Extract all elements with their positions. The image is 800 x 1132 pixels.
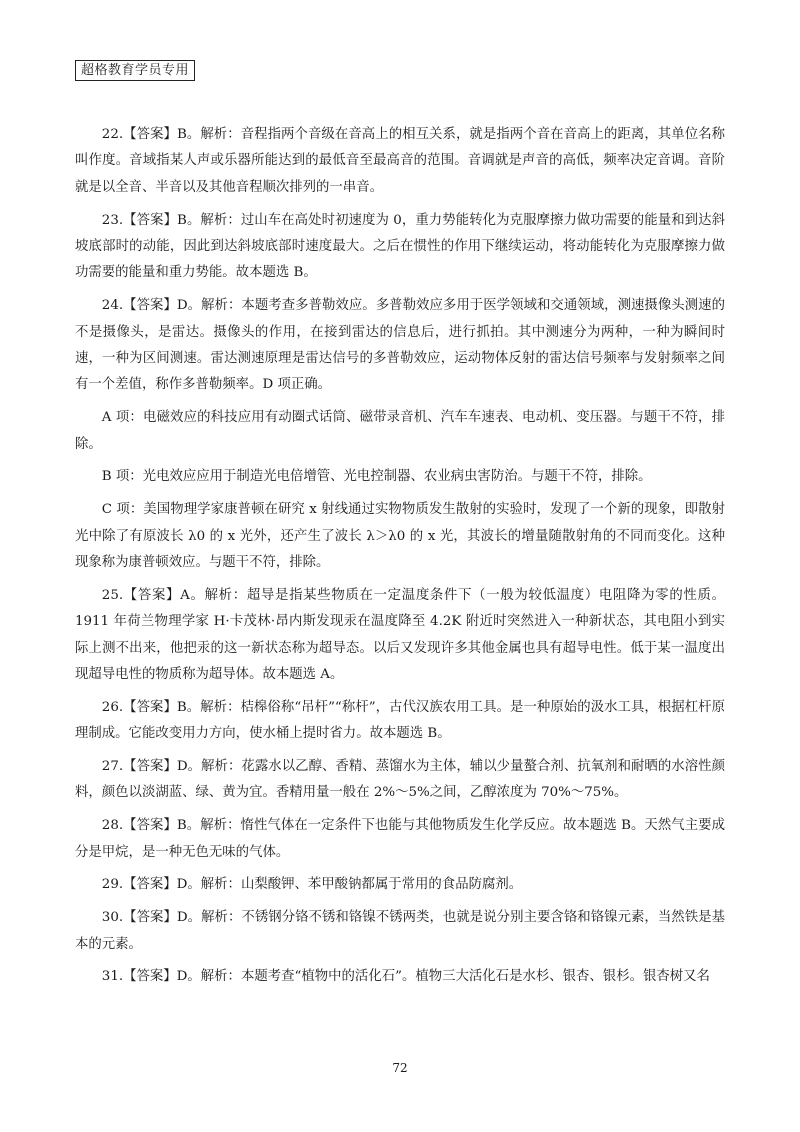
answer-27: 27.【答案】D。解析：花露水以乙醇、香精、蒸馏水为主体，辅以少量螯合剂、抗氧剂和耐晒的水溶性颜料，颜色以淡湖蓝、绿、黄为宜。香精用量一般在 2%～5%之间，乙醇浓度为 70%～75%。 [75, 759, 725, 801]
answer-24: 24.【答案】D。解析：本题考查多普勒效应。多普勒效应多用于医学领域和交通领域，测速摄像头测速的不是摄像头，是雷达。摄像头的作用，在接到雷达的信息后，进行抓拍。其中测速分为两种，一种为瞬间时速，一种为区间测速。雷达测速原理是雷达信号的多普勒效应，运动物体反射的雷达信号频率与发射频率之间有一个差值，称作多普勒频率。D 项正确。 [75, 298, 725, 393]
page-number: 72 [392, 1061, 408, 1075]
answer-28: 28.【答案】B。解析：惰性气体在一定条件下也能与其他物质发生化学反应。故本题选 B。天然气主要成分是甲烷，是一种无色无味的气体。 [75, 818, 725, 860]
answer-24-option-c: C 项：美国物理学家康普顿在研究 x 射线通过实物物质发生散射的实验时，发现了一个新的现象，即散射光中除了有原波长 λ0 的 x 光外，还产生了波长 λ＞λ0 的 x 光，其波长的增量随散射角的不同而变化。这种现象称为康普顿效应。与题干不符，排除。 [75, 502, 725, 571]
answer-29: 29.【答案】D。解析：山梨酸钾、苯甲酸钠都属于常用的食品防腐剂。 [101, 877, 523, 893]
answer-26: 26.【答案】B。解析：桔槔俗称“吊杆”“称杆”，古代汉族农用工具。是一种原始的汲水工具，根据杠杆原理制成。它能改变用力方向，使水桶上提时省力。故本题选 B。 [75, 699, 725, 742]
answer-30: 30.【答案】D。解析：不锈钢分铬不锈和铬镍不锈两类，也就是说分别主要含铬和铬镍元素，当然铁是基本的元素。 [75, 910, 725, 952]
answer-23: 23.【答案】B。解析：过山车在高处时初速度为 0，重力势能转化为克服摩擦力做功需要的能量和到达斜坡底部时的动能，因此到达斜坡底部时速度最大。之后在惯性的作用下继续运动，将动能转化为克服摩擦力做功需要的能量和重力势能。故本题选 B。 [75, 212, 725, 281]
answer-24-option-b: B 项：光电效应应用于制造光电倍增管、光电控制器、农业病虫害防治。与题干不符，排除。 [101, 469, 652, 485]
answer-31: 31.【答案】D。解析：本题考查“植物中的活化石”。植物三大活化石是水杉、银杏、银杉。银杏树又名 [101, 969, 710, 985]
answer-22: 22.【答案】B。解析：音程指两个音级在音高上的相互关系，就是指两个音在音高上的距离，其单位名称叫作度。音域指某人声或乐器所能达到的最低音至最高音的范围。音调就是声音的高低，频率决定音调。音阶就是以全音、半音以及其他音程顺次排列的一串音。 [75, 127, 725, 195]
header-badge: 超格教育学员专用 [75, 60, 195, 81]
answer-25: 25.【答案】A。解析：超导是指某些物质在一定温度条件下（一般为较低温度）电阻降为零的性质。1911 年荷兰物理学家 H·卡茂林·昂内斯发现汞在温度降至 4.2K 附近时突然进入一种新状态，其电阻小到实际上测不出来，他把汞的这一新状态称为超导态。以后又发现许多其他金属也具有超导电性。低于某一温度出现超导电性的物质称为超导体。故本题选 A。 [75, 587, 725, 683]
answer-24-option-a: A 项：电磁效应的科技应用有动圈式话筒、磁带录音机、汽车车速表、电动机、变压器。与题干不符，排除。 [75, 410, 725, 452]
answer-explanations [75, 122, 725, 997]
